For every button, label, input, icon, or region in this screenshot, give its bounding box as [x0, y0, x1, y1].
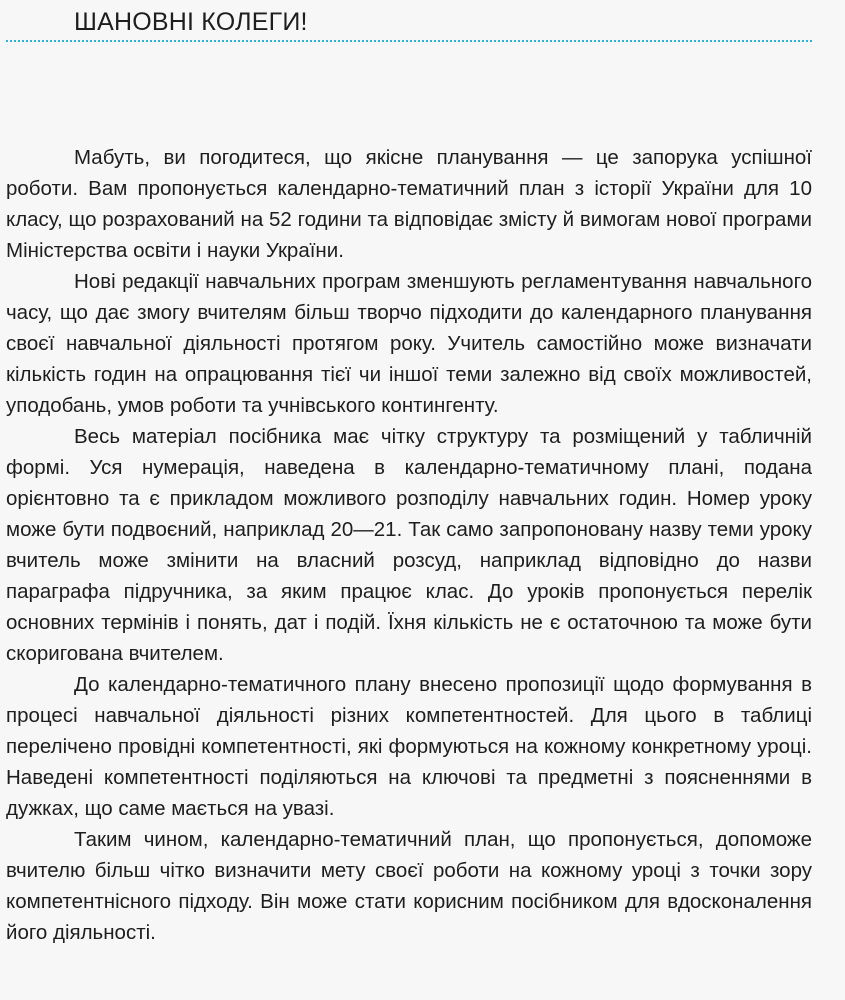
page-title: ШАНОВНІ КОЛЕГИ! [74, 8, 308, 36]
paragraph: Весь матеріал посібника має чітку структуру та розміщений у табличній формі. Уся нумерація, наведена в календарно-тематичному плані, подана орієнтовно та є прикладом можливого розподілу навчальних годин. Номер уроку може бути подвоєний, наприклад 20—21. Так само запропоновану назву теми уроку вчитель може змінити на власний розсуд, наприклад відповідно до назви параграфа підручника, за яким працює клас. До уроків пропонується перелік основних термінів і понять, дат і подій. Їхня кількість не є остаточною та може бути скоригована вчителем. [6, 425, 812, 665]
paragraph: Нові редакції навчальних програм зменшують регламентування навчального часу, що дає змогу вчителям більш творчо підходити до календарного планування своєї навчальної діяльності протягом року. Учитель самостійно може визначати кількість годин на опрацювання тієї чи іншої теми залежно від своїх можливостей, уподобань, умов роботи та учнівського контингенту. [6, 270, 812, 417]
paragraph: Таким чином, календарно-тематичний план, що пропонується, допоможе вчителю більш чітко визначити мету своєї роботи на кожному уроці з точки зору компетентнісного підходу. Він може стати корисним посібником для вдосконалення його діяльності. [6, 828, 812, 944]
dotted-divider [6, 40, 812, 42]
paragraph: До календарно-тематичного плану внесено пропозиції щодо формування в процесі навчальної діяльності різних компетентностей. Для цього в таблиці перелічено провідні компетентності, які формуються на кожному конкретному уроці. Наведені компетентності поділяються на ключові та предметні з поясненнями в дужках, що саме мається на увазі. [6, 673, 812, 820]
body-text [6, 142, 812, 948]
paragraph: Мабуть, ви погодитеся, що якісне планування — це запорука успішної роботи. Вам пропонується календарно-тематичний план з історії України для 10 класу, що розрахований на 52 години та відповідає змісту й вимогам нової програми Міністерства освіти і науки України. [6, 146, 812, 262]
